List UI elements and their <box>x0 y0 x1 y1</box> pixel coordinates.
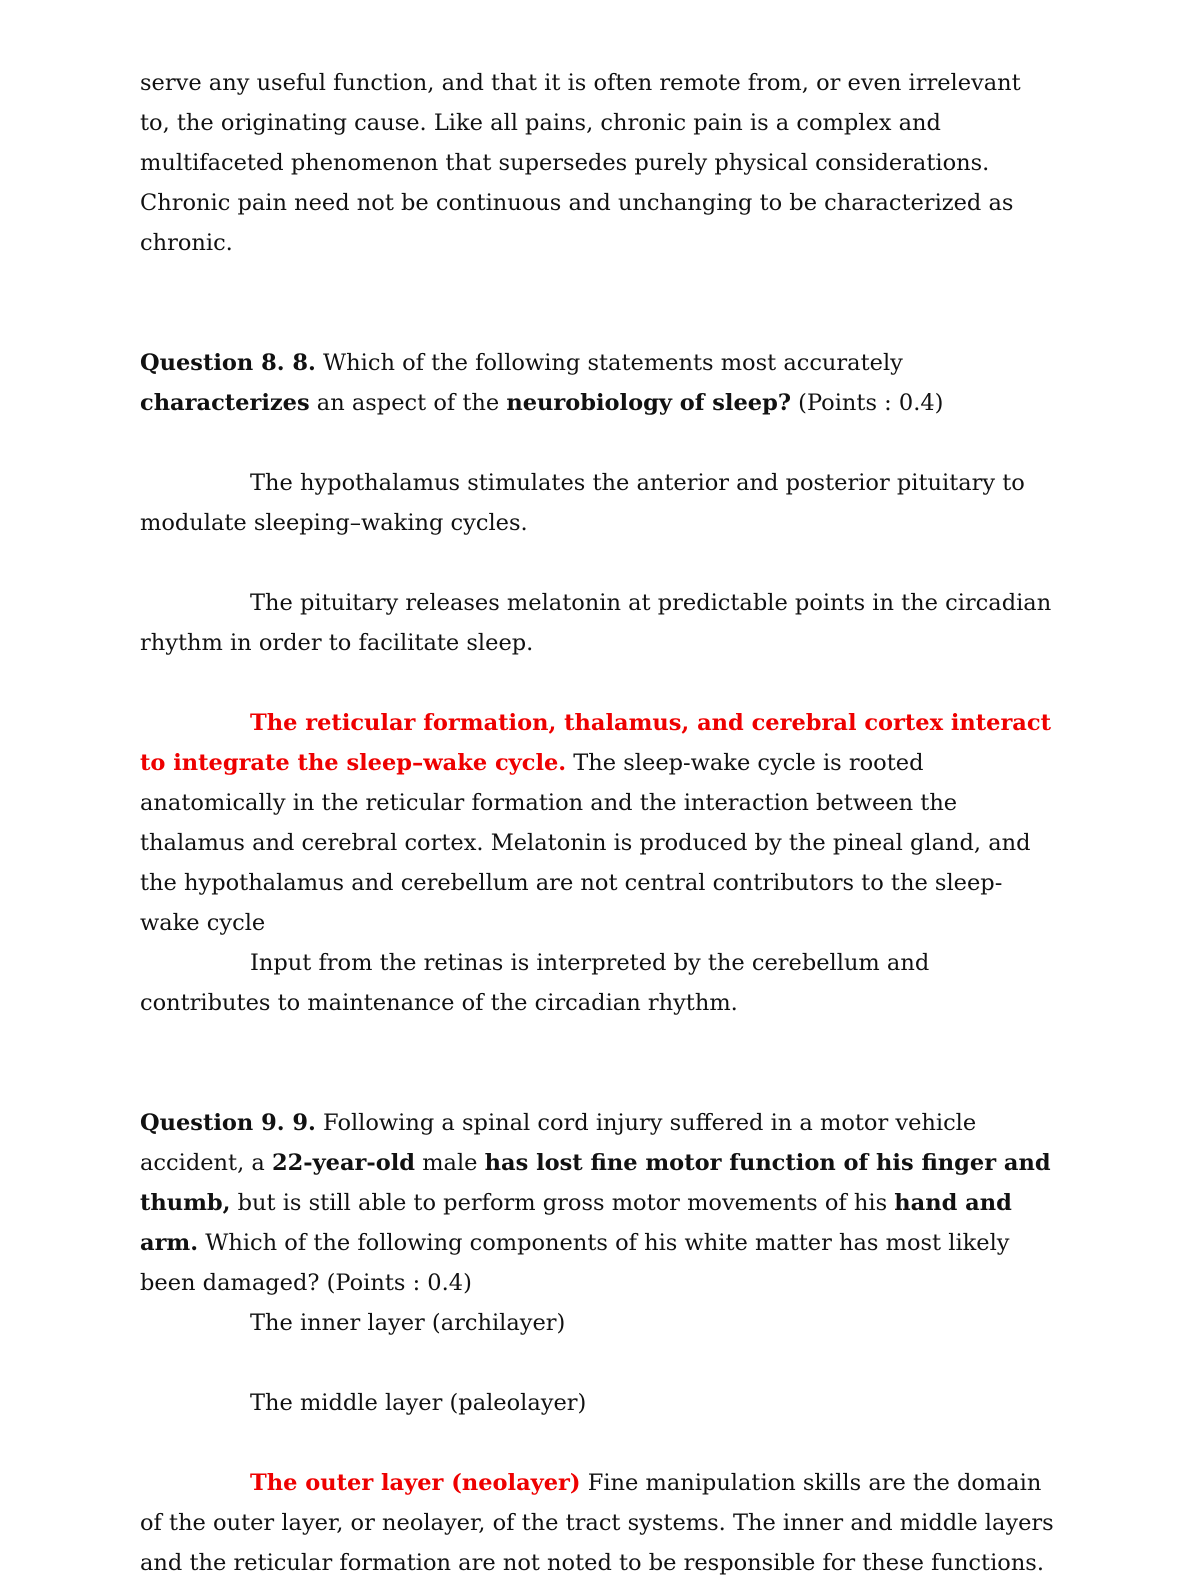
question-8-option-1[interactable]: The hypothalamus stimulates the anterior and posterior pituitary to modulate sleeping–waking cycles. <box>140 470 1025 536</box>
question-8-option-3[interactable] <box>140 703 1055 943</box>
question-9-option-1[interactable]: The inner layer (archilayer) <box>250 1310 566 1336</box>
spacer <box>140 1423 1055 1463</box>
spacer <box>140 543 1055 583</box>
question-9-points: (Points : 0.4) <box>319 1270 472 1296</box>
question-9-option-2[interactable]: The middle layer (paleolayer) <box>250 1390 587 1416</box>
question-8-points: (Points : 0.4) <box>791 390 944 416</box>
spacer <box>140 263 1055 343</box>
question-9-option-3[interactable] <box>140 1463 1055 1583</box>
question-8-correct-answer: The reticular formation, thalamus, and cerebral cortex interact to integrate the sleep–wake cycle. <box>140 710 1051 776</box>
question-8-option-4[interactable]: Input from the retinas is interpreted by the cerebellum and contributes to maintenance of the circadian rhythm. <box>140 950 930 1016</box>
spacer <box>140 423 1055 463</box>
question-8-stem: Question 8. 8. Which of the following statements most accurately characterizes an aspect of the neurobiology of sleep? (Points : 0.4) <box>140 350 944 416</box>
question-9-label: Question 9. 9. <box>140 1110 316 1136</box>
question-8-label: Question 8. 8. <box>140 350 316 376</box>
spacer <box>140 1023 1055 1103</box>
question-9-rationale: Fine manipulation skills are the domain of the outer layer, or neolayer, of the tract systems. The inner and middle layers and the reticular formation are not noted to be responsible for these functions. <box>140 1470 1054 1576</box>
question-8-rationale: The sleep-wake cycle is rooted anatomically in the reticular formation and the interaction between the thalamus and cerebral cortex. Melatonin is produced by the pineal gland, and the hypothalamus and cerebellum are not central contributors to the sleep-wake cycle <box>140 750 1031 936</box>
intro-paragraph: serve any useful function, and that it is often remote from, or even irrelevant to, the originating cause. Like all pains, chronic pain is a complex and multifaceted phenomenon that supersedes purely physical considerations. Chronic pain need not be continuous and unchanging to be characterized as chronic. <box>140 70 1021 256</box>
spacer <box>140 663 1055 703</box>
spacer <box>140 1343 1055 1383</box>
question-8-option-2[interactable]: The pituitary releases melatonin at predictable points in the circadian rhythm in order to facilitate sleep. <box>140 590 1052 656</box>
question-9-correct-answer: The outer layer (neolayer) <box>250 1470 581 1496</box>
document-page <box>140 63 1055 1583</box>
question-9-stem: Question 9. 9. Following a spinal cord injury suffered in a motor vehicle accident, a 22-year-old male has lost fine motor function of his finger and thumb, but is still able to perform gross motor movements of his hand and arm. Which of the following components of his white matter has most likely been damaged? (Points : 0.4) <box>140 1110 1051 1296</box>
